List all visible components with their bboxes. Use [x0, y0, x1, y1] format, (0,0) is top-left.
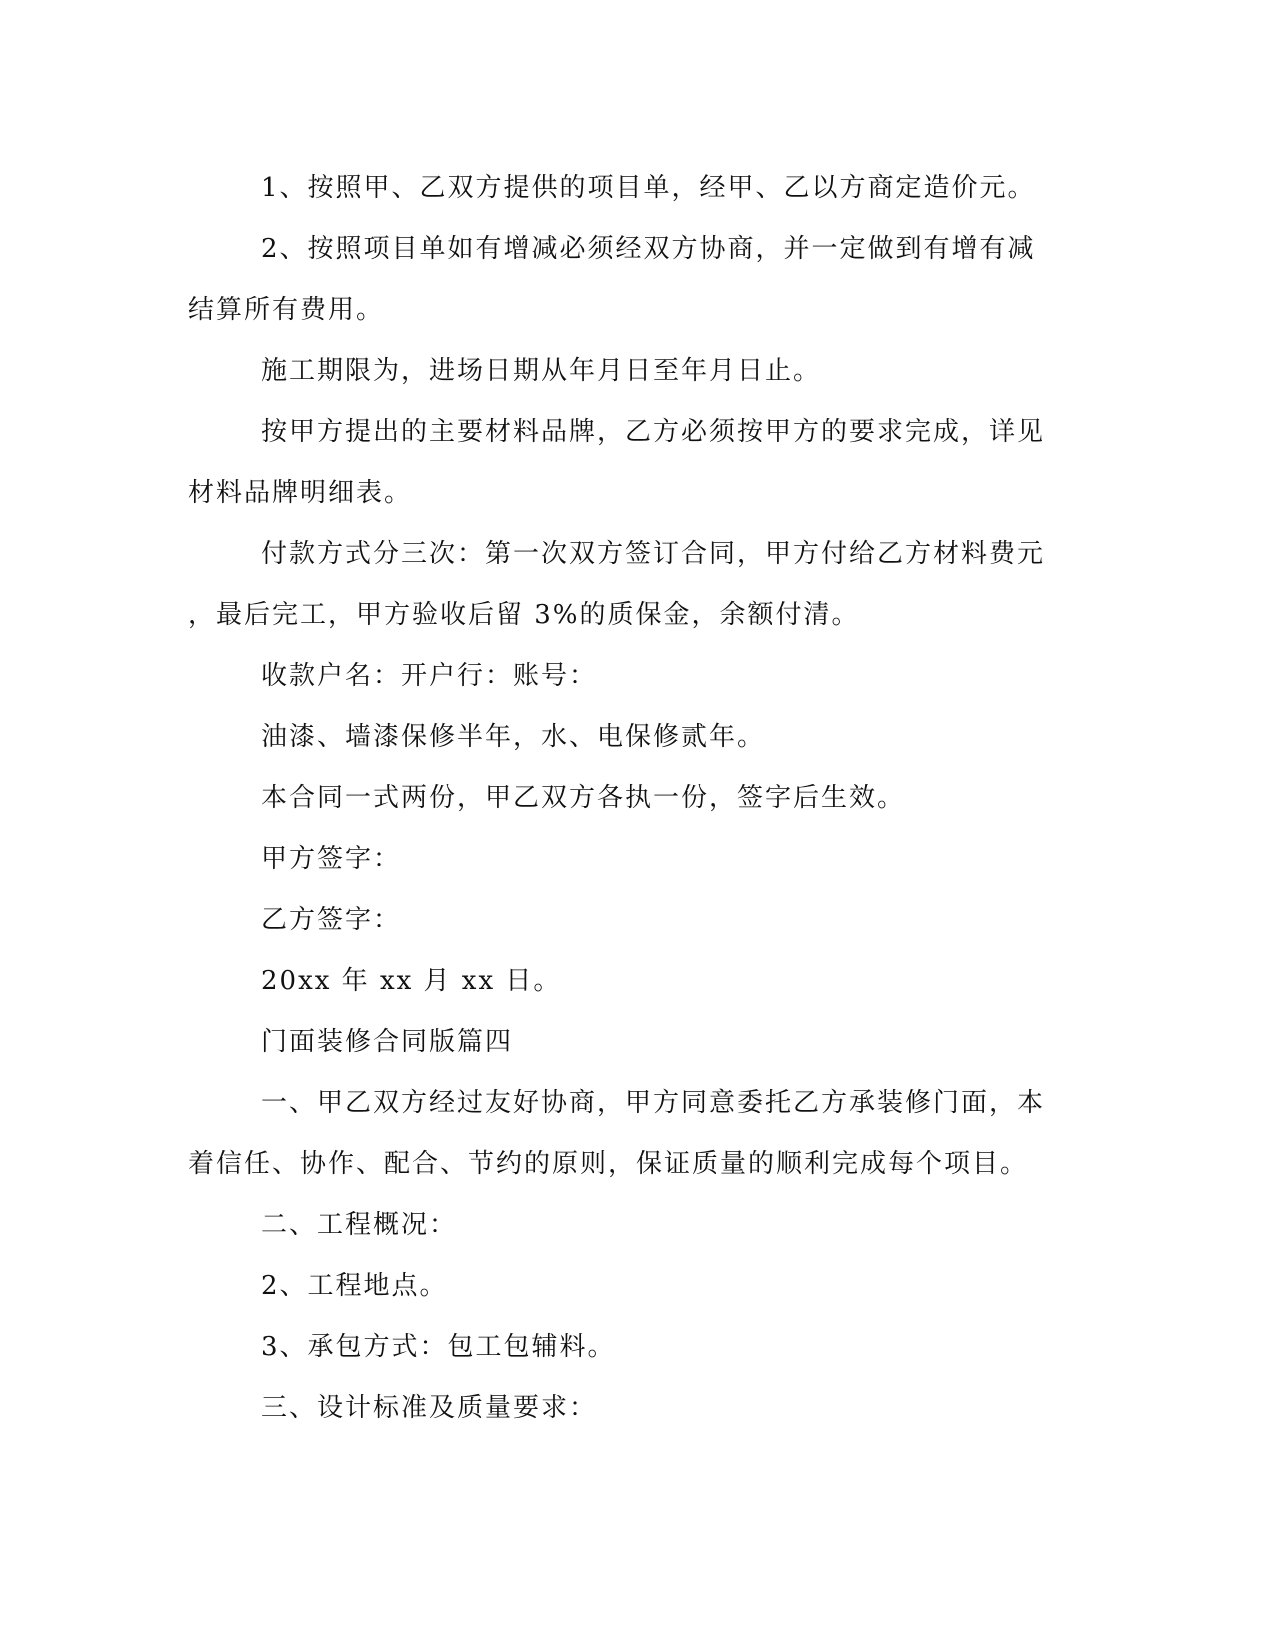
paragraph-materials: 按甲方提出的主要材料品牌，乙方必须按甲方的要求完成，详见	[261, 417, 1046, 447]
document-body	[188, 158, 1068, 1439]
paragraph-article-1: 一、甲乙双方经过友好协商，甲方同意委托乙方承装修门面，本	[261, 1088, 1046, 1118]
paragraph-party-a-signature: 甲方签字：	[261, 844, 402, 874]
paragraph-changes: 2、按照项目单如有增减必须经双方协商，并一定做到有增有减	[261, 234, 1036, 264]
paragraph-date: 20xx 年 xx 月 xx 日。	[261, 966, 562, 996]
paragraph-article-1-cont: 着信任、协作、配合、节约的原则，保证质量的顺利完成每个项目。	[188, 1149, 1029, 1179]
paragraph-location: 2、工程地点。	[261, 1271, 448, 1301]
paragraph-payment: 付款方式分三次：第一次双方签订合同，甲方付给乙方材料费元	[261, 539, 1046, 569]
paragraph-changes-cont: 结算所有费用。	[188, 295, 385, 325]
paragraph-contract-method: 3、承包方式：包工包辅料。	[261, 1332, 616, 1362]
paragraph-article-2: 二、工程概况：	[261, 1210, 458, 1240]
section-title: 门面装修合同版篇四	[261, 1027, 514, 1057]
paragraph-account: 收款户名：开户行：账号：	[261, 661, 598, 691]
paragraph-copies: 本合同一式两份，甲乙双方各执一份，签字后生效。	[261, 783, 906, 813]
paragraph-payment-cont: ，最后完工，甲方验收后留 3%的质保金，余额付清。	[188, 600, 860, 630]
paragraph-materials-cont: 材料品牌明细表。	[188, 478, 413, 508]
paragraph-party-b-signature: 乙方签字：	[261, 905, 402, 935]
paragraph-article-3: 三、设计标准及质量要求：	[261, 1393, 598, 1423]
paragraph-schedule: 施工期限为，进场日期从年月日至年月日止。	[261, 356, 822, 386]
paragraph-price: 1、按照甲、乙双方提供的项目单，经甲、乙以方商定造价元。	[261, 173, 1036, 203]
paragraph-warranty: 油漆、墙漆保修半年，水、电保修贰年。	[261, 722, 766, 752]
